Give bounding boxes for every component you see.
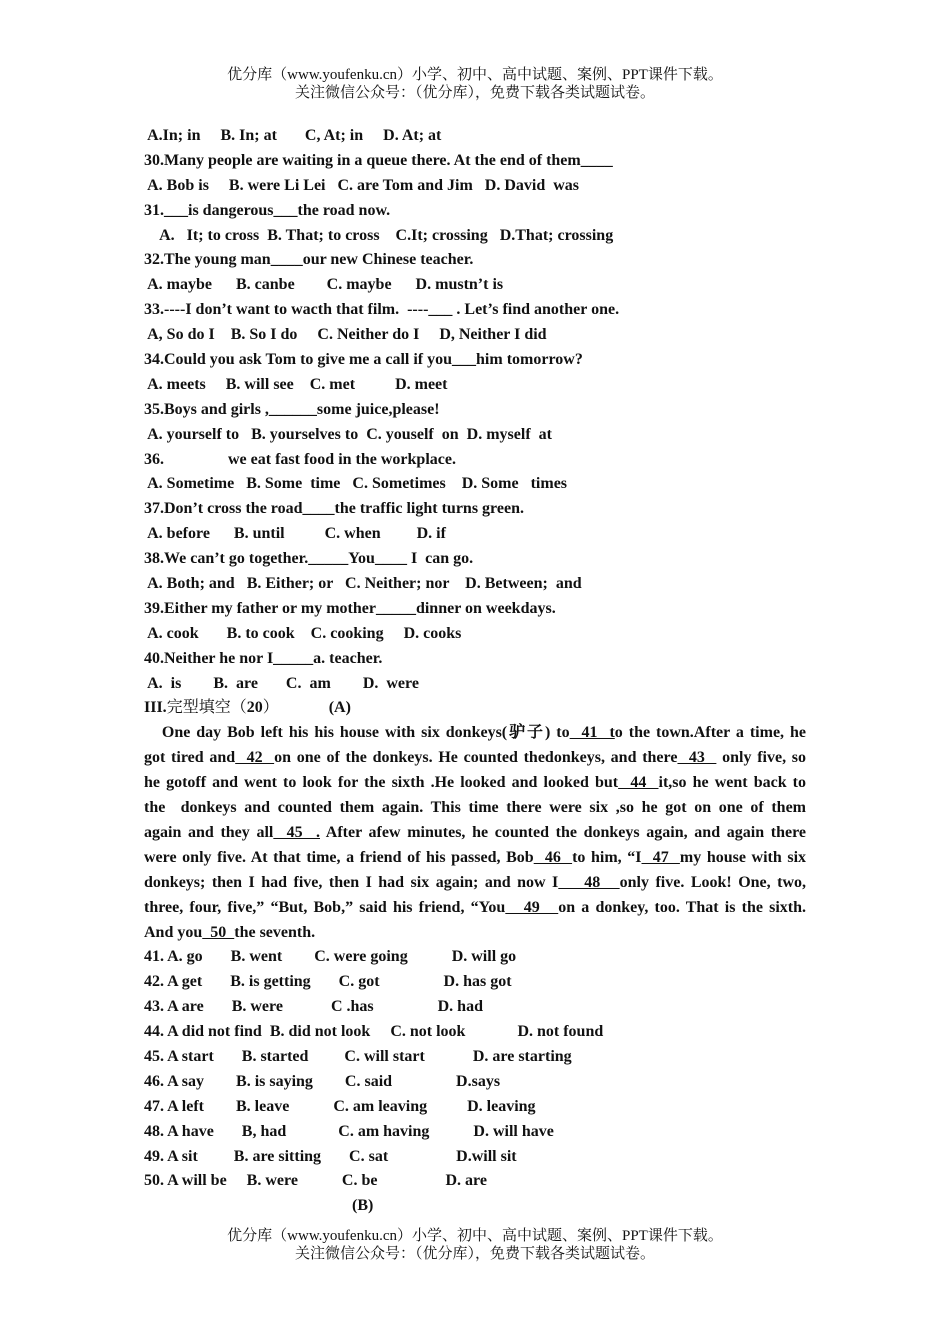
section-score: 20 (246, 699, 263, 717)
passage-line (144, 896, 806, 921)
blank-number: 44 (618, 774, 659, 792)
passage-text: got tired and (144, 749, 236, 767)
page-header (0, 66, 950, 102)
question-line: A. maybe B. canbe C. maybe D. mustn’t is (144, 276, 504, 294)
question-line: 37.Don’t cross the road____the traffic light turns green. (144, 500, 524, 518)
blank-number: 47 (641, 848, 680, 866)
question-line: 35.Boys and girls ,______some juice,please! (144, 400, 440, 418)
question-line: 39.Either my father or my mother_____dinner on weekdays. (144, 599, 556, 617)
question-line: 40.Neither he nor I_____a. teacher. (144, 649, 383, 667)
answer-option-line: 45. A start B. started C. will start D. are starting (144, 1047, 572, 1065)
question-line: A. yourself to B. yourselves to C. youself on D. myself at (144, 425, 552, 443)
answer-option-line: 47. A left B. leave C. am leaving D. leaving (144, 1097, 536, 1115)
answer-option-line: 48. A have B, had C. am having D. will have (144, 1122, 554, 1140)
question-line: A.In; in B. In; at C, At; in D. At; at (144, 127, 442, 144)
section-title: 完型填空（ (166, 699, 247, 717)
passage-text: on one of the donkeys. He counted thedonkeys, and there (274, 749, 678, 767)
blank-number: 50 (202, 923, 235, 941)
section-title-close: ） (262, 699, 279, 717)
question-line: A. meets B. will see C. met D. meet (144, 375, 448, 393)
passage-text: it,so he went back to (658, 774, 806, 792)
question-line: A. It; to cross B. That; to cross C.It; crossing D.That; crossing (144, 226, 614, 244)
question-line: A. is B. are C. am D. were (144, 674, 419, 692)
question-line: 32.The young man____our new Chinese teacher. (144, 251, 474, 269)
answer-option-line: 42. A get B. is getting C. got D. has got (144, 973, 512, 991)
passage-text: my house with six (679, 848, 806, 866)
blank-number: 46 (533, 848, 573, 866)
passage-line (144, 846, 806, 871)
cloze-passage (144, 721, 806, 945)
question-line: 30.Many people are waiting in a queue there. At the end of them____ (144, 151, 613, 169)
answer-option-line: 44. A did not find B. did not look C. not look D. not found (144, 1023, 604, 1041)
blank-number: 41 t (569, 724, 615, 742)
passage-text: only five. Look! One, two, (619, 873, 806, 891)
question-line: 38.We can’t go together._____You____ I can go. (144, 550, 474, 568)
question-line: A, So do I B. So I do C. Neither do I D, Neither I did (144, 326, 547, 344)
blank-number: 43 (677, 749, 717, 767)
passage-text: And you (144, 923, 203, 941)
passage-line (144, 821, 806, 846)
question-line: A. Both; and B. Either; or C. Neither; nor D. Between; and (144, 575, 582, 593)
passage-line (144, 721, 806, 746)
passage-line (144, 771, 806, 796)
passage-text: on a donkey, too. That is the sixth. (558, 898, 806, 916)
passage-line (144, 871, 806, 896)
question-list-top (144, 124, 806, 696)
blank-number: 42 (235, 749, 275, 767)
answer-option-line: 49. A sit B. are sitting C. sat D.will sit (144, 1147, 517, 1165)
question-line: 36. we eat fast food in the workplace. (144, 450, 456, 468)
footer-line-1: 优分库（www.youfenku.cn）小学、初中、高中试题、案例、PPT课件下载。 (227, 1228, 723, 1244)
passage-text: After afew minutes, he counted the donkeys again, and again there (319, 823, 806, 841)
question-list-bottom (144, 945, 806, 1219)
question-line: A. before B. until C. when D. if (144, 525, 446, 543)
answer-option-line: 41. A. go B. went C. were going D. will go (144, 948, 517, 966)
question-line: 31.___is dangerous___the road now. (144, 201, 391, 219)
passage-line (144, 921, 806, 946)
answer-option-line: 46. A say B. is saying C. said D.says (144, 1072, 501, 1090)
question-line: A. Sometime B. Some time C. Sometimes D. Some times (144, 475, 568, 493)
blank-number: 48 (558, 873, 620, 891)
footer-line-2: 关注微信公众号：（优分库），免费下载各类试题试卷。 (294, 1246, 655, 1262)
passage-text: were only five. At that time, a friend of his passed, Bob (144, 848, 534, 866)
question-line: 34.Could you ask Tom to give me a call if you___him tomorrow? (144, 351, 583, 369)
passage-text: he gotoff and went to look for the sixth .He looked and looked but (144, 774, 619, 792)
passage-text: the seventh. (234, 923, 316, 941)
blank-number: 45 . (273, 823, 320, 841)
blank-number: 49 (505, 898, 559, 916)
passage-line (144, 746, 806, 771)
section-heading (144, 696, 806, 721)
passage-text: to him, “I (572, 848, 642, 866)
question-line: A. Bob is B. were Li Lei C. are Tom and Jim D. David was (144, 176, 580, 194)
header-line-2: 关注微信公众号：（优分库），免费下载各类试题试卷。 (294, 85, 655, 101)
header-line-1: 优分库（www.youfenku.cn）小学、初中、高中试题、案例、PPT课件下载。 (227, 67, 723, 83)
question-line: A. cook B. to cook C. cooking D. cooks (144, 624, 462, 642)
section-part-label: (A) (328, 699, 351, 717)
exam-content (144, 124, 806, 1219)
passage-text: three, four, five,” “But, Bob,” said his friend, “You (144, 898, 506, 916)
page-footer (0, 1227, 950, 1263)
answer-option-line: 50. A will be B. were C. be D. are (144, 1172, 487, 1190)
answer-option-line: (B) (144, 1197, 374, 1215)
passage-text: One day Bob left his his house with six donkeys(驴子) to (144, 724, 570, 742)
passage-text: the donkeys and counted them again. This time there were six ,so he got on one of them (144, 799, 806, 817)
answer-option-line: 43. A are B. were C .has D. had (144, 998, 483, 1016)
passage-text: again and they all (144, 823, 274, 841)
question-line: 33.----I don’t want to wacth that film. ----___ . Let’s find another one. (144, 301, 620, 319)
passage-text: only five, so (716, 749, 806, 767)
passage-line (144, 796, 806, 821)
section-number: III. (144, 699, 167, 717)
passage-text: donkeys; then I had five, then I had six again; and now I (144, 873, 559, 891)
passage-text: o the town.After a time, he (614, 724, 806, 742)
